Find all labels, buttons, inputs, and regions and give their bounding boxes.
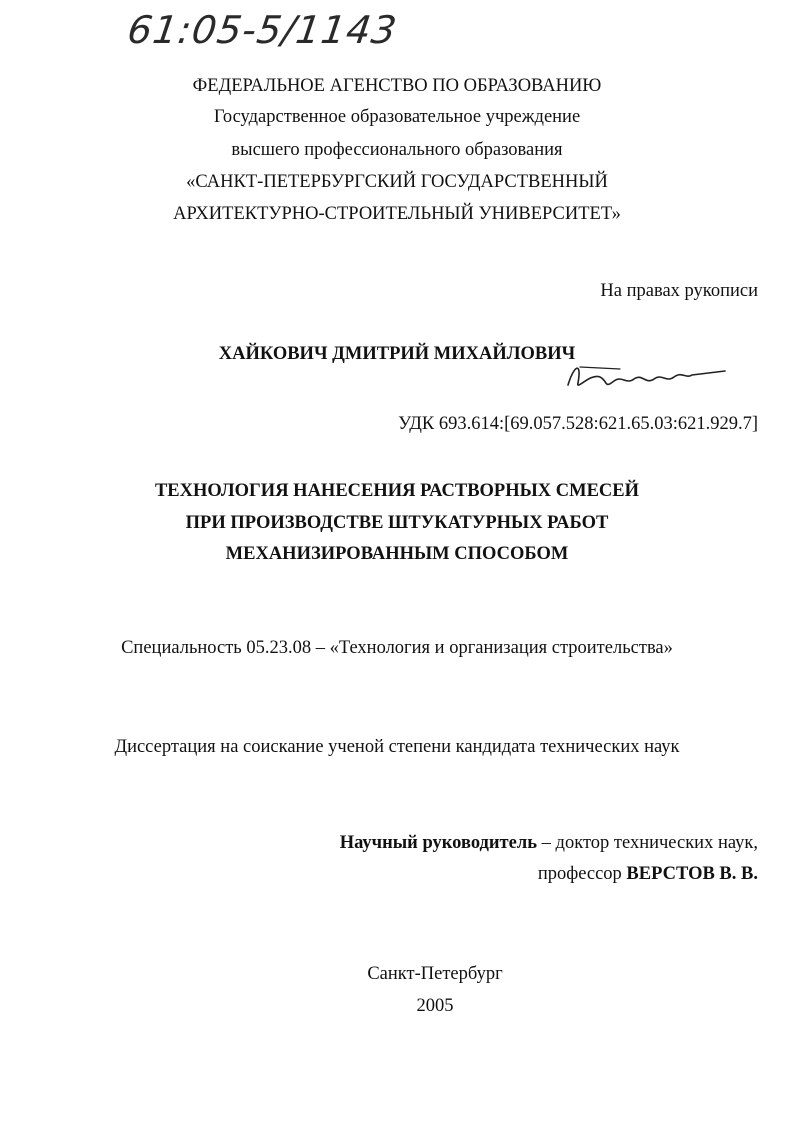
supervisor-line xyxy=(340,832,758,854)
signature-icon xyxy=(560,355,730,395)
supervisor-label: Научный руководитель xyxy=(339,833,538,853)
title-line-3: МЕХАНИЗИРОВАННЫМ СПОСОБОМ xyxy=(225,544,569,564)
supervisor-name: ВЕРСТОВ В. В. xyxy=(626,864,758,884)
university-line-1: «САНКТ-ПЕТЕРБУРГСКИЙ ГОСУДАРСТВЕННЫЙ xyxy=(186,172,608,192)
title-line-2: ПРИ ПРОИЗВОДСТВЕ ШТУКАТУРНЫХ РАБОТ xyxy=(185,513,609,533)
supervisor-name-line xyxy=(538,863,758,885)
agency-name: ФЕДЕРАЛЬНОЕ АГЕНСТВО ПО ОБРАЗОВАНИЮ xyxy=(192,76,602,96)
archive-stamp: 61:05-5/1143 xyxy=(124,8,401,52)
institution-line-2: высшего профессионального образования xyxy=(231,140,563,160)
degree-statement: Диссертация на соискание ученой степени кандидата технических наук xyxy=(114,737,680,757)
supervisor-title: профессор xyxy=(537,864,627,884)
title-line-1: ТЕХНОЛОГИЯ НАНЕСЕНИЯ РАСТВОРНЫХ СМЕСЕЙ xyxy=(154,481,640,501)
manuscript-note: На правах рукописи xyxy=(600,281,758,301)
supervisor-degree: – доктор технических наук, xyxy=(537,833,758,853)
author-name: ХАЙКОВИЧ ДМИТРИЙ МИХАЙЛОВИЧ xyxy=(218,344,576,364)
institution-line-1: Государственное образовательное учреждение xyxy=(213,107,581,127)
city: Санкт-Петербург xyxy=(367,964,503,984)
year: 2005 xyxy=(416,996,454,1016)
university-line-2: АРХИТЕКТУРНО-СТРОИТЕЛЬНЫЙ УНИВЕРСИТЕТ» xyxy=(173,204,621,224)
specialty: Специальность 05.23.08 – «Технология и организация строительства» xyxy=(121,638,673,658)
udk-code: УДК 693.614:[69.057.528:621.65.03:621.929.7] xyxy=(398,414,758,434)
